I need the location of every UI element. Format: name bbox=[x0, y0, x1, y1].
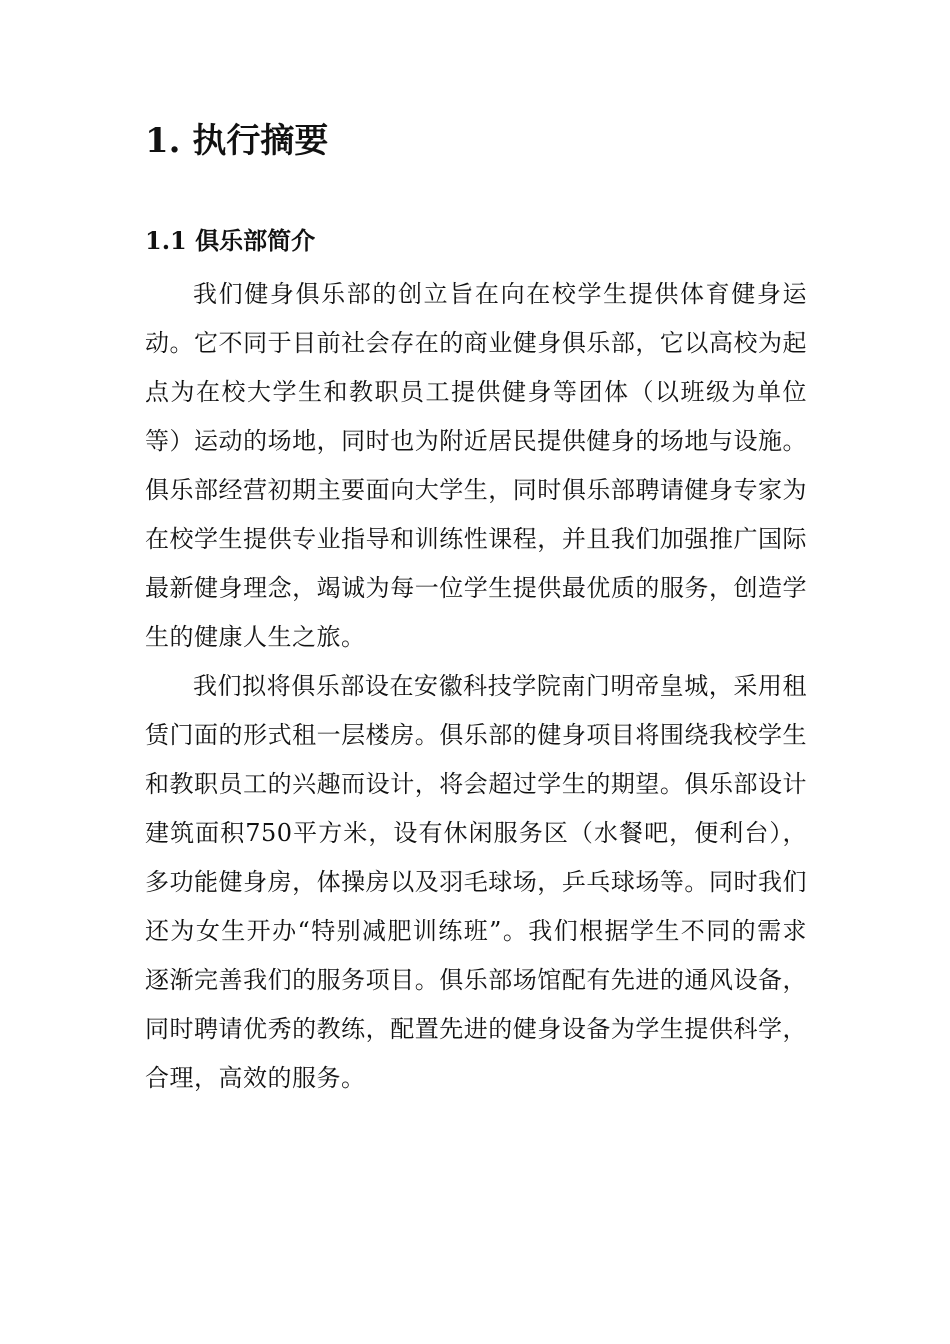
paragraph-club-intro: 我们健身俱乐部的创立旨在向在校学生提供体育健身运动。它不同于目前社会存在的商业健身俱乐部，它以高校为起点为在校大学生和教职员工提供健身等团体（以班级为单位等）运动的场地，同时也为附近居民提供健身的场地与设施。俱乐部经营初期主要面向大学生，同时俱乐部聘请健身专家为在校学生提供专业指导和训练性课程，并且我们加强推广国际最新健身理念，竭诚为每一位学生提供最优质的服务，创造学生的健康人生之旅。 bbox=[145, 280, 807, 651]
section-heading: 1. 执行摘要 bbox=[145, 121, 329, 161]
paragraph-club-location: 我们拟将俱乐部设在安徽科技学院南门明帝皇城，采用租赁门面的形式租一层楼房。俱乐部的健身项目将围绕我校学生和教职员工的兴趣而设计，将会超过学生的期望。俱乐部设计建筑面积750平方米，设有休闲服务区（水餐吧，便利台），多功能健身房，体操房以及羽毛球场，乒乓球场等。同时我们还为女生开办“特别减肥训练班”。我们根据学生不同的需求逐渐完善我们的服务项目。俱乐部场馆配有先进的通风设备，同时聘请优秀的教练，配置先进的健身设备为学生提供科学，合理，高效的服务。 bbox=[145, 672, 807, 1092]
subsection-heading: 1.1 俱乐部简介 bbox=[145, 226, 316, 255]
